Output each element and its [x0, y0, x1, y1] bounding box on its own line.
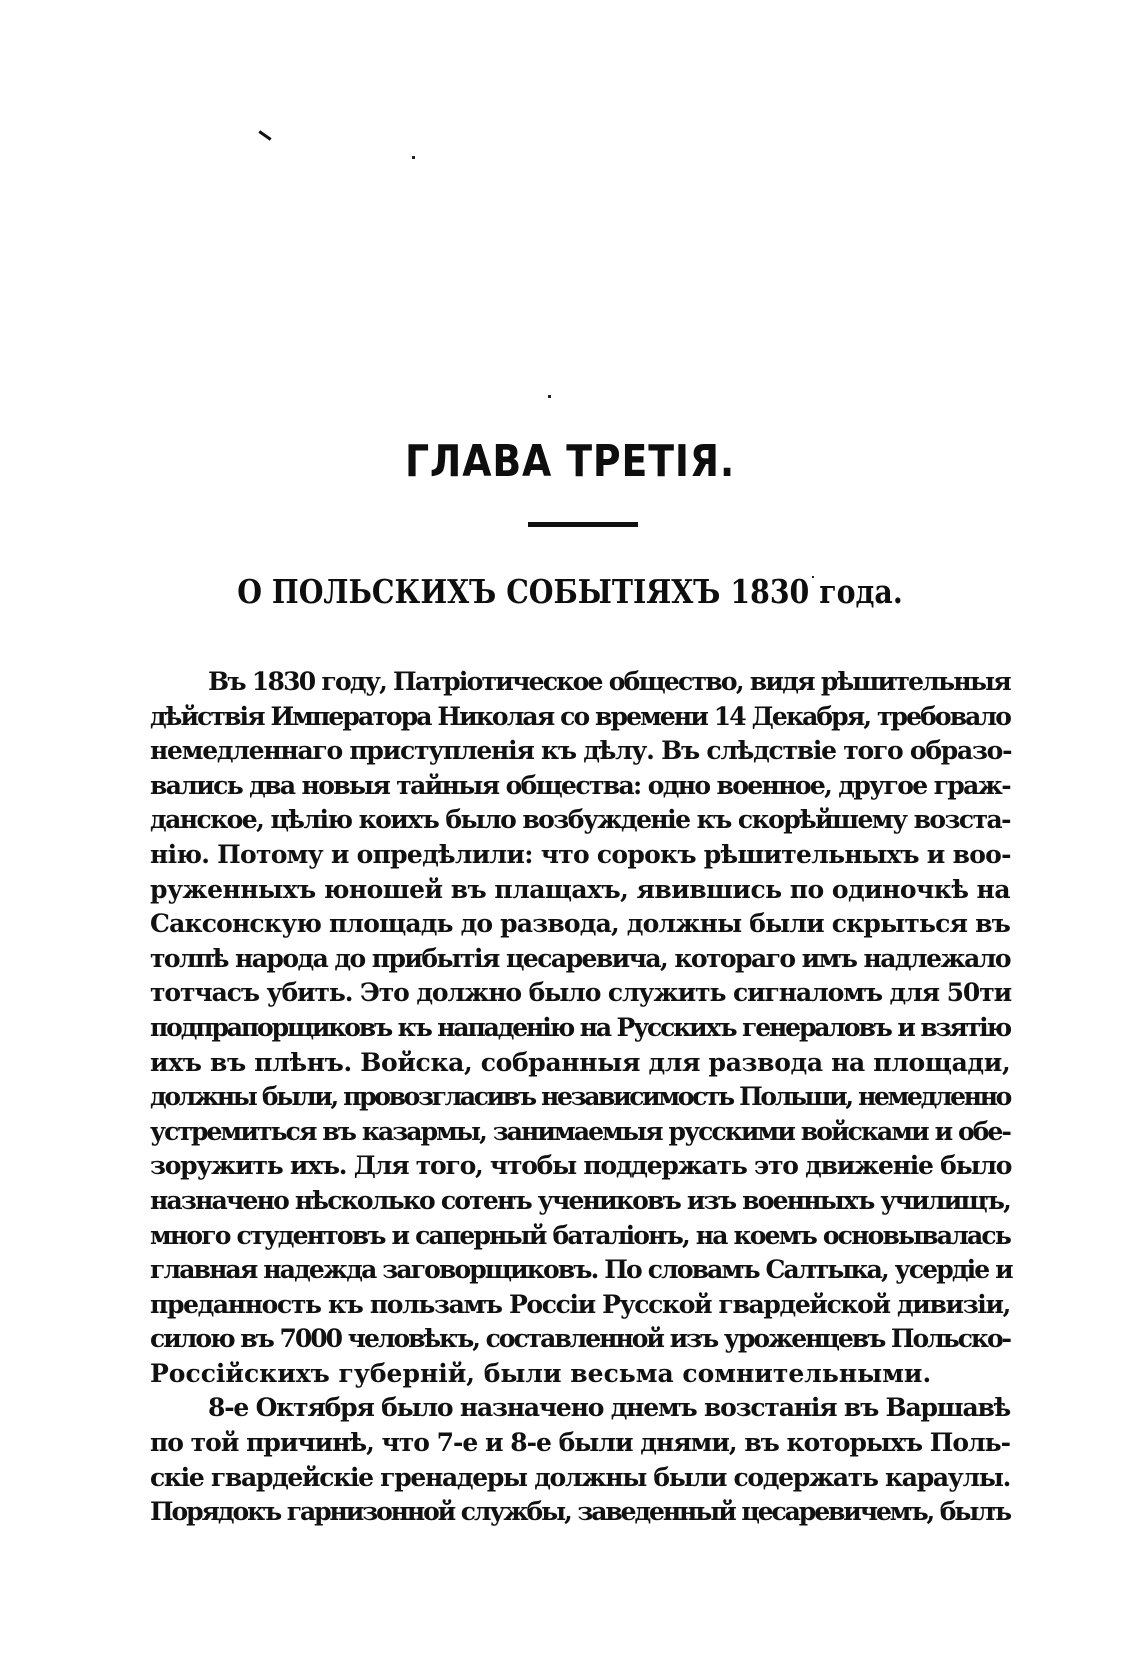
text-line: руженныхъ юношей въ плащахъ, явившись по одиночкѣ на [150, 874, 1010, 904]
paragraph [150, 665, 1010, 1391]
scan-speck [412, 156, 415, 159]
text-line: Саксонскую площадь до развода, должны были скрыться въ [150, 909, 1010, 939]
chapter-title: ГЛАВА ТРЕТІЯ. [404, 436, 736, 487]
text-line: назначено нѣсколько сотенъ учениковъ изъ военныхъ училищъ, [150, 1185, 1010, 1215]
text-line: скіе гвардейскіе гренадеры должны были содержать караулы. [150, 1462, 1010, 1492]
text-line: устремиться въ казармы, занимаемыя русскими войсками и обе- [150, 1116, 1010, 1146]
section-title: О ПОЛЬСКИХЪ СОБЫТІЯХЪ 1830 года. [237, 572, 903, 611]
text-line: преданность къ пользамъ Россіи Русской гвардейской дивизіи, [150, 1289, 1010, 1319]
text-line: много студентовъ и саперный баталіонъ, на коемъ основывалась [150, 1220, 1010, 1250]
text-line: главная надежда заговорщиковъ. По словамъ Салтыка, усердіе и [150, 1255, 1012, 1285]
text-line: дѣйствія Императора Николая со времени 14 Декабря, требовало [150, 701, 1010, 731]
scan-mark [258, 130, 271, 140]
text-line: должны были, провозгласивъ независимость Польши, немедленно [150, 1082, 1010, 1112]
text-line: Россійскихъ губерній, были весьма сомнительными. [150, 1358, 932, 1388]
text-line: 8-е Октября было назначено днемъ возстанія въ Варшавѣ [208, 1393, 1010, 1423]
text-line: нію. Потому и опредѣлили: что сорокъ рѣшительныхъ и воо- [150, 839, 1011, 869]
text-line: данское, цѣлію коихъ было возбужденіе къ скорѣйшему возста- [150, 805, 1010, 835]
text-line: зоружить ихъ. Для того, чтобы поддержать это движеніе было [150, 1151, 1012, 1181]
text-line: немедленнаго приступленія къ дѣлу. Въ слѣдствіе того образо- [150, 736, 1012, 766]
text-line: Порядокъ гарнизонной службы, заведенный цесаревичемъ, былъ [150, 1497, 1010, 1527]
text-line: толпѣ народа до прибытія цесаревича, котораго имъ надлежало [150, 943, 1010, 973]
text-line: силою въ 7000 человѣкъ, составленной изъ уроженцевъ Польско- [150, 1324, 1010, 1354]
text-line: вались два новыя тайныя общества: одно военное, другое граж- [150, 770, 1010, 800]
text-line: подпрапорщиковъ къ нападенію на Русскихъ генераловъ и взятію [150, 1012, 1010, 1042]
scan-speck [548, 395, 551, 398]
text-line: Въ 1830 году, Патріотическое общество, видя рѣшительныя [208, 667, 1010, 696]
text-line: ихъ въ плѣнъ. Войска, собранныя для развода на площади, [150, 1047, 1011, 1077]
text-line: тотчасъ убить. Это должно было служить сигналомъ для 50ти [150, 978, 1012, 1008]
body-text [150, 665, 1010, 1530]
paragraph [150, 1391, 1010, 1529]
title-rule [528, 522, 638, 527]
text-line: по той причинѣ, что 7-е и 8-е были днями, въ которыхъ Поль- [150, 1428, 1011, 1458]
